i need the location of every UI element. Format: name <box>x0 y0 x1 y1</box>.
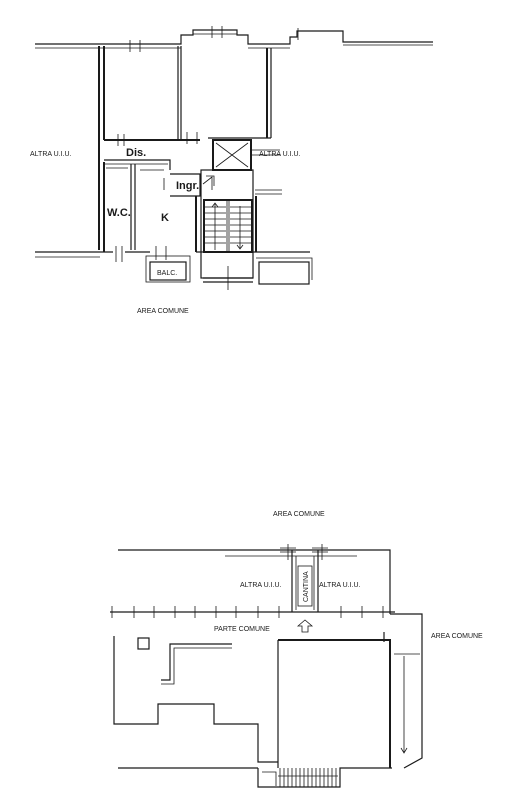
stair-side-lines <box>255 190 282 194</box>
label-altra-uiu-left-lower: ALTRA U.I.U. <box>240 582 282 589</box>
pillar <box>138 638 149 649</box>
main-cellar-room <box>278 640 390 768</box>
ramp-arrow <box>401 656 407 753</box>
stepped-wall-inner <box>161 648 232 684</box>
ramp-outline <box>390 614 422 768</box>
label-balc: BALC. <box>157 270 178 277</box>
label-wc: W.C. <box>107 207 131 219</box>
elevator-cross <box>216 143 248 167</box>
label-area-comune-top: AREA COMUNE <box>273 511 325 518</box>
stepped-wall <box>161 644 232 680</box>
top-facade-wall <box>35 30 433 44</box>
cantina-door-marks <box>280 544 328 560</box>
label-cantina: CANTINA <box>303 571 310 602</box>
upper-floor-plan <box>30 26 433 315</box>
stair-landing <box>262 772 276 786</box>
label-k: K <box>161 212 169 224</box>
corridor-wall <box>104 160 170 170</box>
label-area-comune-right: AREA COMUNE <box>431 633 483 640</box>
label-altra-uiu-right-lower: ALTRA U.I.U. <box>319 582 361 589</box>
label-dis: Dis. <box>126 147 147 159</box>
left-common-area-outline <box>114 636 278 762</box>
stair-treads <box>204 200 252 252</box>
top-facade-inner-line <box>35 34 433 48</box>
label-ingr: Ingr. <box>176 180 200 192</box>
label-altra-uiu-right: ALTRA U.I.U. <box>259 151 301 158</box>
label-altra-uiu-left: ALTRA U.I.U. <box>30 151 72 158</box>
balcony-outline <box>146 256 190 282</box>
stair-down-arrow <box>237 206 243 249</box>
lower-floor-plan <box>110 511 483 787</box>
stairs <box>204 200 252 252</box>
exit-stair-treads <box>278 768 338 787</box>
label-parte-comune: PARTE COMUNE <box>214 626 270 633</box>
label-area-comune: AREA COMUNE <box>137 308 189 315</box>
entry-arrow <box>298 620 312 632</box>
bottom-boundary <box>118 768 392 787</box>
right-balcony <box>259 262 309 284</box>
